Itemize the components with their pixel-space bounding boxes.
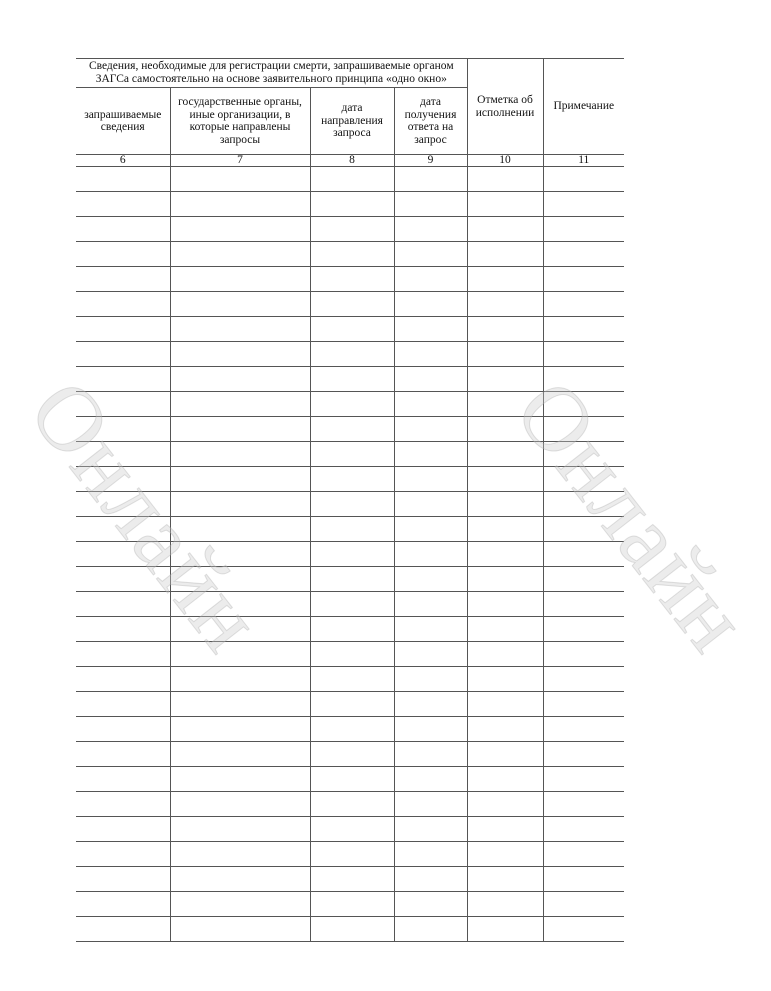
table-cell[interactable] (310, 767, 394, 792)
table-row (76, 342, 624, 367)
table-cell[interactable] (467, 292, 543, 317)
table-cell[interactable] (467, 417, 543, 442)
table-cell[interactable] (543, 417, 624, 442)
table-cell[interactable] (394, 292, 467, 317)
table-cell[interactable] (467, 767, 543, 792)
table-cell[interactable] (76, 217, 170, 242)
table-cell[interactable] (467, 742, 543, 767)
table-cell[interactable] (76, 417, 170, 442)
table-cell[interactable] (170, 917, 310, 942)
table-cell[interactable] (170, 667, 310, 692)
table-cell[interactable] (170, 192, 310, 217)
table-row (76, 842, 624, 867)
table-cell[interactable] (543, 717, 624, 742)
table-cell[interactable] (170, 292, 310, 317)
table-row (76, 567, 624, 592)
table-cell[interactable] (310, 642, 394, 667)
table-cell[interactable] (394, 442, 467, 467)
column-number-7: 7 (170, 155, 310, 167)
table-row (76, 392, 624, 417)
table-row (76, 817, 624, 842)
table-cell[interactable] (394, 417, 467, 442)
table-cell[interactable] (170, 717, 310, 742)
group-header-cell: Сведения, необходимые для регистрации смерти, запрашиваемые органом ЗАГСа самостоятельно на основе заявительного принципа «одно окно» (76, 59, 467, 88)
table-cell[interactable] (467, 192, 543, 217)
table-cell[interactable] (543, 592, 624, 617)
table-cell[interactable] (76, 742, 170, 767)
table-cell[interactable] (543, 617, 624, 642)
table-cell[interactable] (170, 642, 310, 667)
table-cell[interactable] (467, 367, 543, 392)
table-cell[interactable] (467, 267, 543, 292)
table-cell[interactable] (543, 817, 624, 842)
table-row (76, 617, 624, 642)
table-cell[interactable] (76, 317, 170, 342)
column-number-6: 6 (76, 155, 170, 167)
table-cell[interactable] (394, 517, 467, 542)
table-cell[interactable] (467, 442, 543, 467)
table-cell[interactable] (170, 567, 310, 592)
table-cell[interactable] (170, 217, 310, 242)
table-row (76, 192, 624, 217)
table-cell[interactable] (76, 717, 170, 742)
table-cell[interactable] (467, 217, 543, 242)
table-cell[interactable] (310, 342, 394, 367)
table-cell[interactable] (76, 567, 170, 592)
table-cell[interactable] (170, 242, 310, 267)
table-cell[interactable] (394, 917, 467, 942)
table-cell[interactable] (543, 542, 624, 567)
table-cell[interactable] (394, 842, 467, 867)
table-cell[interactable] (170, 517, 310, 542)
table-cell[interactable] (310, 492, 394, 517)
table-cell[interactable] (310, 717, 394, 742)
table-cell[interactable] (467, 242, 543, 267)
table-cell[interactable] (543, 742, 624, 767)
column-header-10: Отметка об исполнении (467, 59, 543, 155)
table-cell[interactable] (543, 892, 624, 917)
table-cell[interactable] (467, 592, 543, 617)
table-cell[interactable] (76, 517, 170, 542)
table-cell[interactable] (76, 817, 170, 842)
table-cell[interactable] (310, 367, 394, 392)
column-number-11: 11 (543, 155, 624, 167)
table-row (76, 542, 624, 567)
table-cell[interactable] (394, 267, 467, 292)
table-cell[interactable] (543, 492, 624, 517)
table-cell[interactable] (394, 367, 467, 392)
table-cell[interactable] (310, 792, 394, 817)
column-number-10: 10 (467, 155, 543, 167)
table-cell[interactable] (543, 692, 624, 717)
table-cell[interactable] (76, 692, 170, 717)
table-cell[interactable] (394, 542, 467, 567)
table-cell[interactable] (170, 867, 310, 892)
table-cell[interactable] (467, 492, 543, 517)
table-cell[interactable] (394, 342, 467, 367)
table-cell[interactable] (543, 317, 624, 342)
table-cell[interactable] (170, 367, 310, 392)
table-row (76, 217, 624, 242)
table-cell[interactable] (394, 717, 467, 742)
table-cell[interactable] (76, 867, 170, 892)
table-cell[interactable] (543, 842, 624, 867)
column-header-9: дата получения ответа на запрос (394, 88, 467, 155)
table-cell[interactable] (76, 167, 170, 192)
table-cell[interactable] (467, 867, 543, 892)
table-cell[interactable] (467, 342, 543, 367)
table-row (76, 767, 624, 792)
table-cell[interactable] (170, 842, 310, 867)
table-row (76, 292, 624, 317)
table-cell[interactable] (76, 642, 170, 667)
table-cell[interactable] (76, 442, 170, 467)
table-cell[interactable] (543, 567, 624, 592)
table-cell[interactable] (76, 367, 170, 392)
table-cell[interactable] (467, 817, 543, 842)
watermark: Онлайн (496, 361, 770, 671)
table-cell[interactable] (543, 767, 624, 792)
table-cell[interactable] (170, 592, 310, 617)
table-cell[interactable] (310, 217, 394, 242)
table-cell[interactable] (76, 292, 170, 317)
table-cell[interactable] (76, 542, 170, 567)
table-cell[interactable] (76, 767, 170, 792)
table-cell[interactable] (310, 892, 394, 917)
table-cell[interactable] (467, 792, 543, 817)
table-cell[interactable] (467, 167, 543, 192)
register-table (76, 58, 624, 942)
table-row (76, 667, 624, 692)
table-cell[interactable] (170, 767, 310, 792)
table-cell[interactable] (310, 692, 394, 717)
table-cell[interactable] (170, 342, 310, 367)
table-cell[interactable] (170, 542, 310, 567)
table-cell[interactable] (467, 467, 543, 492)
table-row (76, 492, 624, 517)
table-cell[interactable] (394, 692, 467, 717)
watermark: Онлайн (10, 361, 284, 671)
table-cell[interactable] (310, 542, 394, 567)
table-cell[interactable] (394, 742, 467, 767)
table-cell[interactable] (310, 567, 394, 592)
table-cell[interactable] (394, 892, 467, 917)
column-header-8: дата направления запроса (310, 88, 394, 155)
table-cell[interactable] (310, 167, 394, 192)
table-cell[interactable] (76, 192, 170, 217)
table-cell[interactable] (394, 242, 467, 267)
table-cell[interactable] (543, 367, 624, 392)
table-cell[interactable] (394, 767, 467, 792)
table-body (76, 167, 624, 942)
table-cell[interactable] (310, 842, 394, 867)
table-cell[interactable] (394, 167, 467, 192)
table-cell[interactable] (543, 267, 624, 292)
table-row (76, 692, 624, 717)
table-cell[interactable] (170, 892, 310, 917)
table-row (76, 242, 624, 267)
table-cell[interactable] (467, 642, 543, 667)
table-cell[interactable] (467, 842, 543, 867)
table-cell[interactable] (467, 542, 543, 567)
table-row (76, 467, 624, 492)
table-cell[interactable] (394, 617, 467, 642)
table-cell[interactable] (310, 667, 394, 692)
table-cell[interactable] (394, 492, 467, 517)
table-cell[interactable] (76, 667, 170, 692)
table-cell[interactable] (310, 192, 394, 217)
table-cell[interactable] (170, 617, 310, 642)
table-cell[interactable] (543, 167, 624, 192)
table-cell[interactable] (543, 467, 624, 492)
table-cell[interactable] (394, 817, 467, 842)
table-cell[interactable] (310, 867, 394, 892)
table-cell[interactable] (310, 517, 394, 542)
table-cell[interactable] (310, 592, 394, 617)
table-cell[interactable] (394, 642, 467, 667)
table-cell[interactable] (76, 492, 170, 517)
table-row (76, 317, 624, 342)
table-row (76, 517, 624, 542)
column-header-7: государственные органы, иные организации, в которые направлены запросы (170, 88, 310, 155)
table-cell[interactable] (170, 792, 310, 817)
table-row (76, 917, 624, 942)
table-cell[interactable] (170, 417, 310, 442)
table-cell[interactable] (394, 567, 467, 592)
table-cell[interactable] (467, 392, 543, 417)
column-header-11: Примечание (543, 59, 624, 155)
column-number-9: 9 (394, 155, 467, 167)
table-cell[interactable] (170, 467, 310, 492)
table-cell[interactable] (467, 667, 543, 692)
table-cell[interactable] (170, 267, 310, 292)
table-cell[interactable] (394, 192, 467, 217)
table-cell[interactable] (543, 517, 624, 542)
table-cell[interactable] (76, 917, 170, 942)
table-cell[interactable] (170, 167, 310, 192)
table-cell[interactable] (170, 392, 310, 417)
table-cell[interactable] (76, 592, 170, 617)
table-cell[interactable] (543, 642, 624, 667)
table-row (76, 167, 624, 192)
table-cell[interactable] (310, 392, 394, 417)
table-row (76, 417, 624, 442)
table-row (76, 642, 624, 667)
table-cell[interactable] (467, 317, 543, 342)
table-cell[interactable] (310, 417, 394, 442)
table-cell[interactable] (76, 342, 170, 367)
table-cell[interactable] (76, 392, 170, 417)
table-row (76, 717, 624, 742)
table-cell[interactable] (543, 917, 624, 942)
table-row (76, 892, 624, 917)
table-cell[interactable] (467, 717, 543, 742)
table-cell[interactable] (310, 292, 394, 317)
table-cell[interactable] (467, 892, 543, 917)
table-cell[interactable] (543, 442, 624, 467)
table-row (76, 592, 624, 617)
table-cell[interactable] (170, 492, 310, 517)
table-cell[interactable] (170, 692, 310, 717)
table-cell[interactable] (543, 392, 624, 417)
table-cell[interactable] (76, 842, 170, 867)
table-cell[interactable] (310, 742, 394, 767)
table-row (76, 442, 624, 467)
table-cell[interactable] (170, 742, 310, 767)
table-cell[interactable] (543, 242, 624, 267)
table-cell[interactable] (310, 442, 394, 467)
table-row (76, 792, 624, 817)
table-cell[interactable] (543, 217, 624, 242)
table-cell[interactable] (310, 467, 394, 492)
table-cell[interactable] (543, 292, 624, 317)
table-cell[interactable] (394, 317, 467, 342)
column-number-8: 8 (310, 155, 394, 167)
table-cell[interactable] (467, 692, 543, 717)
table-row (76, 742, 624, 767)
table-cell[interactable] (76, 242, 170, 267)
table-cell[interactable] (310, 317, 394, 342)
table-cell[interactable] (170, 442, 310, 467)
table-cell[interactable] (394, 867, 467, 892)
table-cell[interactable] (543, 342, 624, 367)
table-row (76, 367, 624, 392)
table-cell[interactable] (310, 917, 394, 942)
table-cell[interactable] (394, 217, 467, 242)
table-cell[interactable] (394, 667, 467, 692)
table-cell[interactable] (394, 392, 467, 417)
table-cell[interactable] (310, 242, 394, 267)
table-cell[interactable] (170, 817, 310, 842)
table-cell[interactable] (310, 617, 394, 642)
table-cell[interactable] (394, 792, 467, 817)
table-row (76, 267, 624, 292)
column-number-row (76, 155, 624, 167)
header-group-row (76, 59, 624, 88)
table-cell[interactable] (543, 792, 624, 817)
table-cell[interactable] (310, 817, 394, 842)
table-cell[interactable] (467, 567, 543, 592)
table-cell[interactable] (394, 467, 467, 492)
table-cell[interactable] (543, 867, 624, 892)
table-cell[interactable] (543, 192, 624, 217)
table-cell[interactable] (543, 667, 624, 692)
table-cell[interactable] (76, 267, 170, 292)
table-cell[interactable] (467, 917, 543, 942)
table-cell[interactable] (394, 592, 467, 617)
table-row (76, 867, 624, 892)
table-cell[interactable] (170, 317, 310, 342)
table-cell[interactable] (76, 892, 170, 917)
table-cell[interactable] (467, 617, 543, 642)
table-cell[interactable] (76, 792, 170, 817)
table-cell[interactable] (310, 267, 394, 292)
column-header-6: запрашиваемые сведения (76, 88, 170, 155)
table-cell[interactable] (467, 517, 543, 542)
table-cell[interactable] (76, 467, 170, 492)
table-cell[interactable] (76, 617, 170, 642)
